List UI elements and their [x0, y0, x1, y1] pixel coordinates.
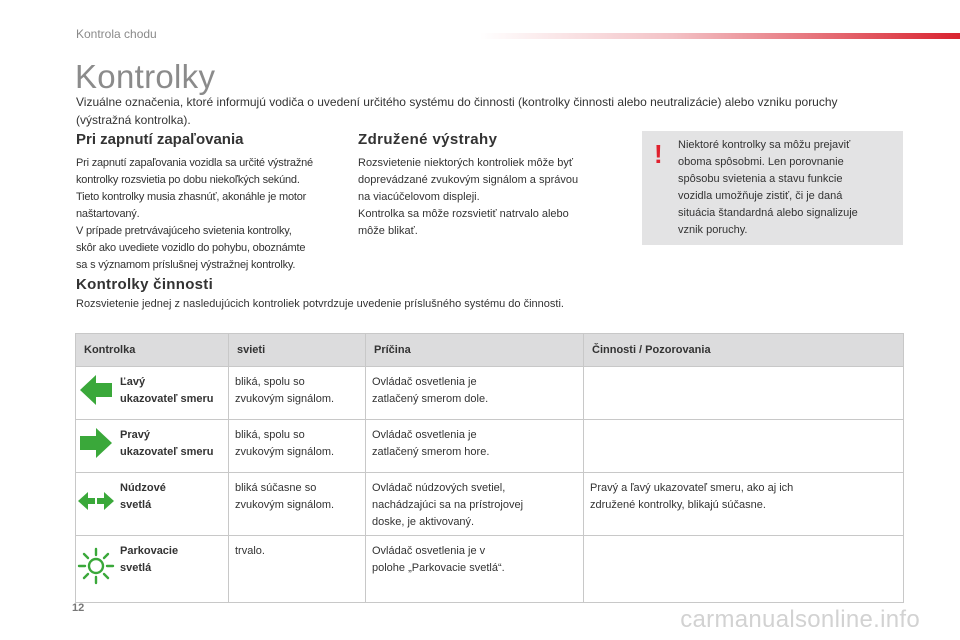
lamp-action	[584, 420, 904, 473]
cause-line: polohe „Parkovacie svetlá“.	[372, 562, 505, 574]
ignition-heading: Pri zapnutí zapaľovania	[76, 131, 244, 148]
lamps-table	[75, 333, 904, 603]
combined-heading: Združené výstrahy	[358, 131, 498, 148]
intro-text: Vizuálne označenia, ktoré informujú vodiča o uvedení určitého systému do činnosti (kontrolky činnosti alebo neutralizácie) alebo vzniku poruchy (výstražná kontrolka).	[76, 95, 838, 127]
cause-line: Ovládač osvetlenia je	[372, 429, 477, 441]
action-line: Pravý a ľavý ukazovateľ smeru, ako aj ich	[590, 482, 794, 494]
lamp-name-line: svetlá	[120, 499, 152, 511]
icon-cell	[76, 473, 117, 536]
active-lamps-description: Rozsvietenie jednej z nasledujúcich kontroliek potvrdzuje uvedenie príslušného systému do činnosti.	[76, 298, 564, 310]
hazard-arrows-icon	[77, 489, 115, 513]
sidelight-icon	[77, 547, 115, 585]
combined-line: Rozsvietenie niektorých kontroliek môže byť	[358, 157, 574, 169]
ignition-line: Pri zapnutí zapaľovania vozidla sa určité výstražné	[76, 157, 313, 169]
note-text	[678, 137, 890, 239]
note-line: spôsobu svietenia a stavu funkcie	[678, 173, 843, 185]
lamp-cause	[366, 420, 584, 473]
lit-line: zvukovým signálom.	[235, 499, 335, 511]
ignition-line: V prípade pretrvávajúceho svietenia kontrolky,	[76, 225, 292, 237]
lit-line: zvukovým signálom.	[235, 446, 335, 458]
header-rule	[480, 33, 960, 39]
lamp-name-line: ukazovateľ smeru	[120, 446, 214, 458]
table-row	[76, 536, 904, 603]
column-header-lamp: Kontrolka	[76, 334, 229, 367]
lit-line: bliká súčasne so	[235, 482, 317, 494]
exclamation-icon: !	[654, 139, 663, 169]
ignition-text	[76, 155, 344, 274]
combined-line: na viacúčelovom displeji.	[358, 191, 480, 203]
lamp-name-line: svetlá	[120, 562, 152, 574]
lamp-cause	[366, 367, 584, 420]
watermark: carmanualsonline.info	[680, 606, 920, 633]
icon-cell	[76, 367, 117, 420]
icon-cell	[76, 420, 117, 473]
note-line: vznik poruchy.	[678, 224, 748, 236]
lamp-name	[116, 473, 229, 536]
note-line: Niektoré kontrolky sa môžu prejaviť	[678, 139, 851, 151]
cause-line: nachádzajúci sa na prístrojovej	[372, 499, 524, 511]
page-title: Kontrolky	[75, 58, 216, 95]
right-arrow-icon	[78, 426, 114, 460]
lit-line: trvalo.	[235, 545, 265, 557]
cause-line: Ovládač osvetlenia je v	[372, 545, 486, 557]
lamp-action	[584, 473, 904, 536]
ignition-line: Tieto kontrolky musia zhasnúť, akonáhle je motor	[76, 191, 307, 203]
lamp-name	[116, 420, 229, 473]
left-arrow-icon	[78, 373, 114, 407]
lamp-lit	[229, 473, 366, 536]
action-line: združené kontrolky, blikajú súčasne.	[590, 499, 766, 511]
note-line: vozidla umožňuje zistiť, či je daná	[678, 190, 843, 202]
table-row	[76, 367, 904, 420]
lamp-lit	[229, 367, 366, 420]
lit-line: bliká, spolu so	[235, 429, 305, 441]
lamp-name	[116, 536, 229, 603]
cause-line: Ovládač núdzových svetiel,	[372, 482, 506, 494]
combined-line: môže blikať.	[358, 225, 418, 237]
lamp-name	[116, 367, 229, 420]
note-box	[642, 131, 903, 245]
cause-line: zatlačený smerom dole.	[372, 393, 489, 405]
table-header-row	[76, 334, 904, 367]
lamp-cause	[366, 536, 584, 603]
lamp-name-line: Ľavý	[120, 376, 146, 388]
section-label: Kontrola chodu	[76, 27, 157, 41]
table-row	[76, 420, 904, 473]
cause-line: zatlačený smerom hore.	[372, 446, 490, 458]
combined-text	[358, 155, 608, 240]
page-number: 12	[72, 602, 85, 614]
column-header-lit: svieti	[229, 334, 366, 367]
ignition-line: kontrolky rozsvietia po dobu niekoľkých sekúnd.	[76, 174, 300, 186]
lamp-action	[584, 367, 904, 420]
cause-line: doske, je aktivovaný.	[372, 516, 475, 528]
column-header-cause: Príčina	[366, 334, 584, 367]
lamp-name-line: ukazovateľ smeru	[120, 393, 214, 405]
lit-line: bliká, spolu so	[235, 376, 305, 388]
combined-line: Kontrolka sa môže rozsvietiť natrvalo alebo	[358, 208, 569, 220]
combined-line: doprevádzané zvukovým signálom a správou	[358, 174, 579, 186]
lamp-action	[584, 536, 904, 603]
ignition-line: skôr ako uvediete vozidlo do pohybu, oboznámte	[76, 242, 306, 254]
note-line: oboma spôsobmi. Len porovnanie	[678, 156, 844, 168]
table-row	[76, 473, 904, 536]
lit-line: zvukovým signálom.	[235, 393, 335, 405]
column-header-action: Činnosti / Pozorovania	[584, 334, 904, 367]
lamp-lit	[229, 420, 366, 473]
lamp-lit	[229, 536, 366, 603]
lamp-name-line: Núdzové	[120, 482, 166, 494]
lamp-name-line: Parkovacie	[120, 545, 179, 557]
lamp-name-line: Pravý	[120, 429, 150, 441]
active-lamps-heading: Kontrolky činnosti	[76, 276, 214, 293]
cause-line: Ovládač osvetlenia je	[372, 376, 477, 388]
note-line: situácia štandardná alebo signalizuje	[678, 207, 858, 219]
ignition-line: naštartovaný.	[76, 208, 140, 220]
icon-cell	[76, 536, 117, 603]
ignition-line: sa s významom príslušnej výstražnej kontrolky.	[76, 259, 296, 271]
lamp-cause	[366, 473, 584, 536]
